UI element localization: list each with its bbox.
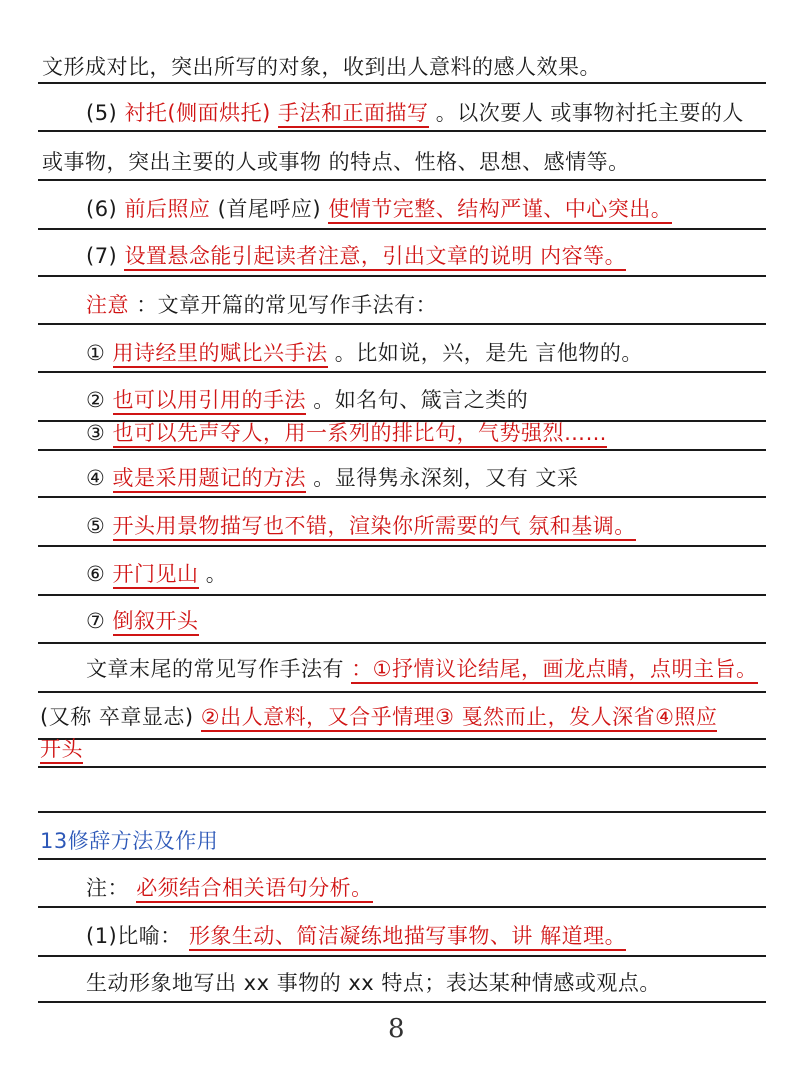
ruled-line — [38, 811, 766, 813]
ruled-line — [38, 371, 766, 373]
ruled-line — [38, 691, 766, 693]
ruled-line — [38, 228, 766, 230]
highlighted-term: 用诗经里的赋比兴手法 — [113, 341, 328, 368]
ruled-line — [38, 323, 766, 325]
note-line — [40, 734, 83, 764]
ruled-line — [38, 449, 766, 451]
ruled-line — [38, 594, 766, 596]
highlighted-term: 或是采用题记的方法 — [113, 466, 307, 493]
highlighted-term: 形象生动、简洁凝练地描写事物、讲 解道理。 — [189, 924, 626, 951]
item-number: ② — [86, 388, 106, 412]
note-line — [86, 241, 626, 271]
note-text: 注： — [86, 876, 129, 900]
highlighted-term: 开头 — [40, 737, 83, 764]
note-line — [86, 654, 758, 684]
item-number: ④ — [86, 466, 106, 490]
note-text: 。如名句、箴言之类的 — [313, 388, 529, 412]
note-line — [86, 606, 199, 636]
note-text: (又称 卒章显志) — [40, 705, 194, 729]
ruled-line — [38, 955, 766, 957]
section-heading-text: 13修辞方法及作用 — [40, 829, 219, 853]
highlighted-term: 前后照应 — [124, 197, 211, 221]
note-text: 。显得隽永深刻，又有 文采 — [313, 466, 579, 490]
ruled-line — [38, 1001, 766, 1003]
ruled-line — [38, 275, 766, 277]
note-line — [40, 702, 717, 732]
note-text: 文形成对比，突出所写的对象，收到出人意料的感人效果。 — [42, 55, 601, 79]
note-line — [42, 147, 630, 177]
note-text: 。比如说，兴，是先 言他物的。 — [334, 341, 643, 365]
note-text: 。 — [205, 562, 228, 586]
ruled-line — [38, 130, 766, 132]
item-number: ⑦ — [86, 609, 106, 633]
ruled-line — [38, 738, 766, 740]
ruled-line — [38, 545, 766, 547]
note-line — [86, 873, 373, 903]
note-line — [86, 559, 227, 589]
note-line — [86, 418, 607, 448]
highlighted-term: 设置悬念能引起读者注意，引出文章的说明 内容等。 — [124, 244, 626, 271]
highlighted-term: ：①抒情议论结尾，画龙点睛，点明主旨。 — [351, 657, 757, 684]
note-line — [86, 511, 636, 541]
highlighted-term: 也可以先声夺人，用一系列的排比句，气势强烈…… — [113, 421, 608, 448]
highlighted-term: 也可以用引用的手法 — [113, 388, 307, 415]
note-text: (1)比喻： — [86, 924, 182, 948]
highlighted-term: ②出人意料，又合乎情理③ 戛然而止，发人深省④照应 — [201, 705, 718, 732]
item-number: ⑤ — [86, 514, 106, 538]
ruled-line — [38, 766, 766, 768]
note-text: 生动形象地写出 xx 事物的 xx 特点；表达某种情感或观点。 — [86, 971, 661, 995]
item-number: (6) — [86, 197, 118, 221]
note-line — [86, 463, 578, 493]
note-text: (首尾呼应) — [217, 197, 322, 221]
ruled-line — [38, 82, 766, 84]
ruled-line — [38, 906, 766, 908]
ruled-line — [38, 179, 766, 181]
note-text: 。以次要人 或事物衬托主要的人 — [435, 101, 744, 125]
section-heading — [40, 826, 218, 856]
ruled-line — [38, 496, 766, 498]
highlighted-term: 必须结合相关语句分析。 — [136, 876, 373, 903]
note-line — [86, 98, 744, 128]
item-number: ③ — [86, 421, 106, 445]
note-text: 文章末尾的常见写作手法有 — [86, 657, 344, 681]
highlighted-term: 倒叙开头 — [113, 609, 199, 636]
highlighted-term: 衬托(侧面烘托) — [124, 101, 271, 125]
ruled-line — [38, 858, 766, 860]
highlighted-term: 使情节完整、结构严谨、中心突出。 — [328, 197, 672, 224]
note-line — [86, 194, 672, 224]
highlighted-term: 开头用景物描写也不错，渲染你所需要的气 氛和基调。 — [113, 514, 636, 541]
note-line — [86, 968, 661, 998]
note-text: 或事物，突出主要的人或事物 的特点、性格、思想、感情等。 — [42, 150, 630, 174]
highlighted-term: 开门见山 — [113, 562, 199, 589]
highlighted-term: 手法和正面描写 — [278, 101, 429, 128]
note-line — [86, 290, 437, 320]
note-line — [86, 921, 626, 951]
item-number: (5) — [86, 101, 118, 125]
item-number: ① — [86, 341, 106, 365]
note-line — [42, 52, 601, 82]
note-line — [86, 338, 643, 368]
note-text: ：文章开篇的常见写作手法有： — [136, 293, 438, 317]
highlighted-term: 注意 — [86, 293, 129, 317]
item-number: ⑥ — [86, 562, 106, 586]
item-number: (7) — [86, 244, 118, 268]
note-line — [86, 385, 528, 415]
ruled-line — [38, 642, 766, 644]
page-number: 8 — [388, 1014, 405, 1044]
